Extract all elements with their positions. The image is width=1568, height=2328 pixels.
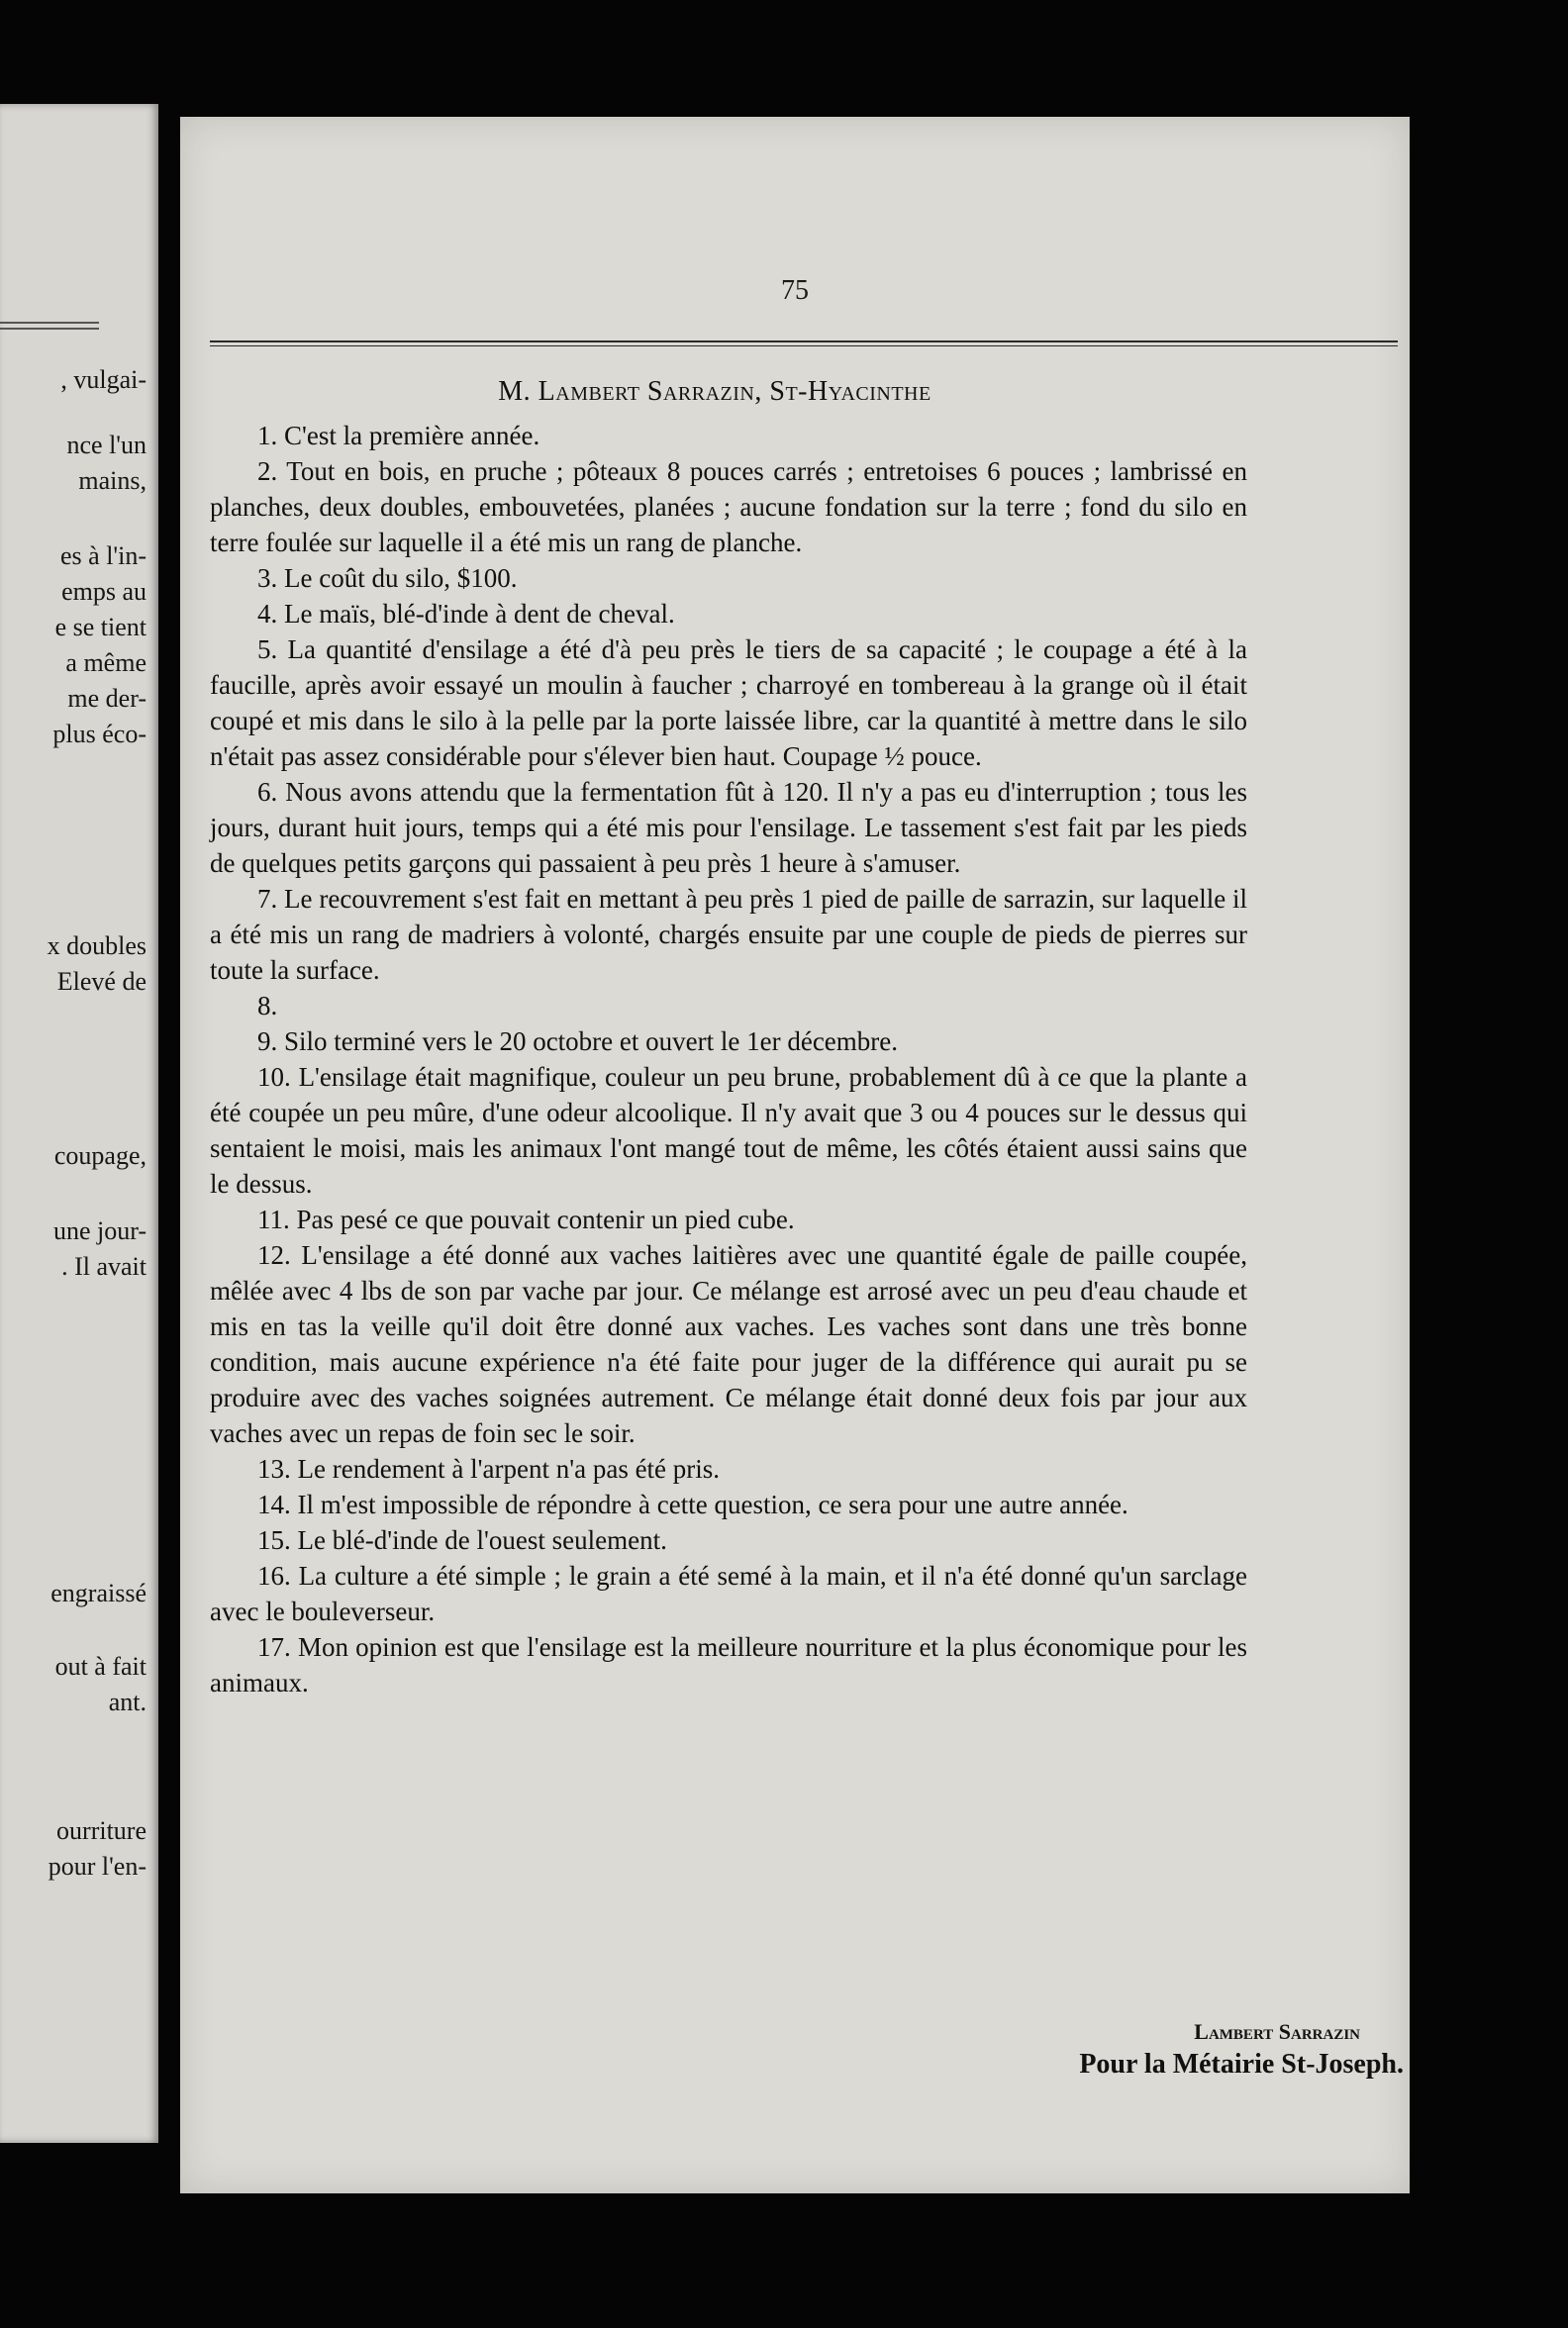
paragraph-3: 3. Le coût du silo, $100.	[257, 563, 518, 593]
left-page-fragment: x doubles	[47, 931, 147, 960]
left-page-fragment: , vulgai-	[60, 365, 147, 394]
header-rule	[210, 345, 1398, 346]
left-page-fragment: emps au	[61, 577, 147, 606]
left-page-fragment: une jour-	[52, 1216, 147, 1245]
paragraph-17: 17. Mon opinion est que l'ensilage est la meilleure nourriture et la plus économique pour les animaux.	[210, 1632, 1247, 1698]
paragraph-6: 6. Nous avons attendu que la fermentation fût à 120. Il n'y a pas eu d'interruption ; tous les jours, durant huit jours, temps qui a été mis pour l'ensilage. Le tassement s'est fait par les pieds de quelques petits garçons qui passaient à peu près 1 heure à s'amuser.	[210, 777, 1247, 878]
left-page-fragment: ourriture	[56, 1816, 147, 1845]
left-page-fragment: coupage,	[53, 1141, 147, 1170]
signature-block	[1079, 2017, 1404, 2083]
page-number: 75	[781, 275, 809, 306]
paragraph-13: 13. Le rendement à l'arpent n'a pas été pris.	[257, 1454, 721, 1484]
paragraph-4: 4. Le maïs, blé-d'inde à dent de cheval.	[257, 599, 675, 629]
left-page-fragment: nce l'un	[66, 431, 147, 459]
paragraph-2: 2. Tout en bois, en pruche ; pôteaux 8 pouces carrés ; entretoises 6 pouces ; lambrissé en planches, deux doubles, embouvetées, planées ; aucune fondation sur la terre ; fond du silo en terre foulée sur laquelle il a été mis un rang de planche.	[210, 456, 1247, 557]
document-page	[180, 117, 1410, 2193]
left-page-fragment: . Il avait	[61, 1252, 147, 1281]
left-page-fragment: me der-	[67, 684, 147, 713]
paragraph-12: 12. L'ensilage a été donné aux vaches laitières avec une quantité égale de paille coupée, mêlée avec 4 lbs de son par vache par jour. Ce mélange est arrosé avec un peu d'eau chaude et mis en tas la veille qu'il doit être donné aux vaches. Les vaches sont dans une très bonne condition, mais aucune expérience n'a été faite pour juger de la différence qui aurait pu se produire avec des vaches soignées autrement. Ce mélange était donné deux fois par jour aux vaches avec un repas de foin sec le soir.	[210, 1240, 1247, 1448]
left-page-rule	[0, 322, 99, 324]
left-page-edge	[0, 104, 158, 2143]
paragraph-9: 9. Silo terminé vers le 20 octobre et ouvert le 1er décembre.	[257, 1026, 899, 1056]
left-page-fragment: pour l'en-	[48, 1852, 147, 1881]
paragraph-11: 11. Pas pesé ce que pouvait contenir un pied cube.	[257, 1205, 795, 1234]
left-page-fragment: out à fait	[54, 1652, 147, 1681]
left-page-rule	[0, 328, 99, 330]
left-page-fragment: plus éco-	[52, 720, 147, 748]
signature-organization: Pour la Métairie St-Joseph.	[1079, 2049, 1404, 2080]
left-page-fragment: a même	[65, 648, 147, 677]
body-text	[210, 418, 1247, 1700]
paragraph-14: 14. Il m'est impossible de répondre à cette question, ce sera pour une autre année.	[257, 1490, 1128, 1519]
paragraph-16: 16. La culture a été simple ; le grain a été semé à la main, et il n'a été donné qu'un sarclage avec le bouleverseur.	[210, 1561, 1247, 1626]
header-rule	[210, 340, 1398, 342]
signature-name: Lambert Sarrazin	[1194, 2019, 1360, 2044]
left-page-fragment: mains,	[78, 466, 147, 495]
paragraph-1: 1. C'est la première année.	[257, 421, 540, 450]
page-title: M. Lambert Sarrazin, St-Hyacinthe	[498, 376, 931, 407]
paragraph-15: 15. Le blé-d'inde de l'ouest seulement.	[257, 1525, 667, 1555]
left-page-fragment: engraissé	[50, 1579, 147, 1607]
paragraph-5: 5. La quantité d'ensilage a été d'à peu près le tiers de sa capacité ; le coupage a été à la faucille, après avoir essayé un moulin à faucher ; charroyé en tombereau à la grange où il était coupé et mis dans le silo à la pelle par la porte laissée libre, car la quantité à mettre dans le silo n'était pas assez considérable pour s'élever bien haut. Coupage ½ pouce.	[210, 634, 1247, 771]
paragraph-10: 10. L'ensilage était magnifique, couleur un peu brune, probablement dû à ce que la plante a été coupée un peu mûre, d'une odeur alcoolique. Il n'y avait que 3 ou 4 pouces sur le dessus qui sentaient le moisi, mais les animaux l'ont mangé tout de même, les côtés étaient aussi sains que le dessus.	[210, 1062, 1247, 1199]
paragraph-7: 7. Le recouvrement s'est fait en mettant à peu près 1 pied de paille de sarrazin, sur laquelle il a été mis un rang de madriers à volonté, chargés ensuite par une couple de pieds de pierres sur toute la surface.	[210, 884, 1247, 985]
left-page-fragment: e se tient	[54, 613, 147, 641]
paragraph-8: 8.	[257, 991, 278, 1020]
left-page-fragment: Elevé de	[56, 967, 147, 996]
left-page-fragment: ant.	[108, 1688, 147, 1716]
left-page-fragment: es à l'in-	[60, 541, 147, 570]
